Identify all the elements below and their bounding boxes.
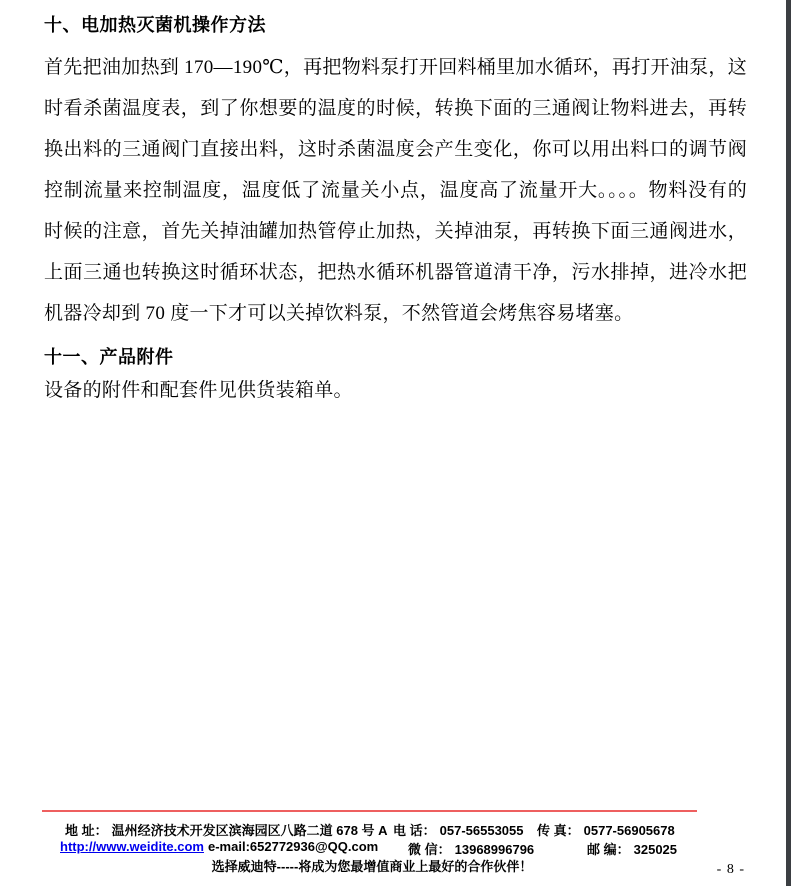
footer-row-contact-2 [0,839,791,857]
footer-email: e-mail:652772936@QQ.com [208,839,379,854]
website-link[interactable]: http://www.weidite.com [60,839,204,854]
footer-address [65,820,388,839]
section-heading-product-accessories: 十一、产品附件 [44,347,174,367]
section-paragraph-product-accessories: 设备的附件和配套件见供货装箱单。 [44,380,353,401]
phone-label: 电 话： [393,823,436,838]
wechat-value: 13968996796 [454,842,535,857]
postcode-value: 325025 [633,842,678,857]
footer-slogan: 选择威迪特-----将成为您最增值商业上最好的合作伙伴！ [211,859,533,874]
wechat-label: 微 信： [408,842,451,857]
window-edge [786,0,791,886]
section-paragraph-operation-method: 首先把油加热到 170—190℃，再把物料泵打开回料桶里加水循环，再打开油泵，这时看杀菌温度表，到了你想要的温度的时候，转换下面的三通阀让物料进去，再转换出料的三通阀门直接出料，这时杀菌温度会产生变化，你可以用出料口的调节阀控制流量来控制温度，温度低了流量关小点，温度高了流量开大。。。。物料没有的时候的注意，首先关掉油罐加热管停止加热，关掉油泵，再转换下面三通阀进水，上面三通也转换这时循环状态，把热水循环机器管道清干净，污水排掉，进冷水把机器冷却到 70 度一下才可以关掉饮料泵，不然管道会烤焦容易堵塞。 [44,57,748,324]
fax-value: 0577-56905678 [583,823,675,838]
fax-label: 传 真： [537,823,580,838]
website-link-wrap [60,839,204,854]
phone-value: 057-56553055 [439,823,524,838]
footer-row-contact-1 [0,820,791,838]
footer-divider [42,810,697,812]
page-number: - 8 - [716,862,745,877]
footer-fax [537,820,675,839]
address-value: 温州经济技术开发区滨海园区八路二道 678 号 A [111,823,388,838]
document-body [44,12,747,405]
postcode-label: 邮 编： [587,842,630,857]
section-heading-operation-method: 十、电加热灭菌机操作方法 [44,15,266,35]
footer-phone [393,820,523,839]
address-label: 地 址： [65,823,108,838]
